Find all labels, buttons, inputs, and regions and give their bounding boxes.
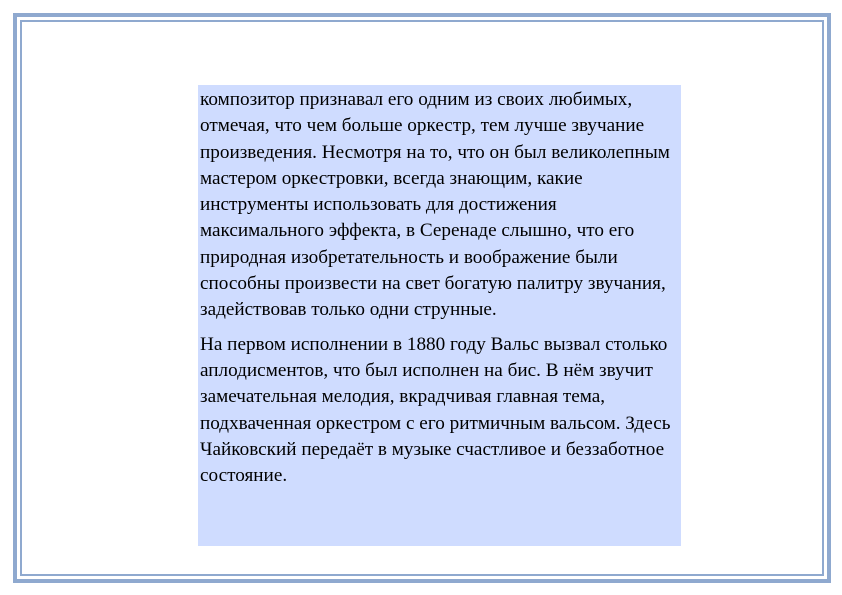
paragraph-1: композитор признавал его одним из своих любимых, отмечая, что чем больше оркестр, тем лучше звучание произведения. Несмотря на то, что он был великолепным мастером оркестровки, всегда знающим, какие инструменты использовать для достижения максимального эффекта, в Серенаде слышно, что его природная изобретательность и воображение были способны произвести на свет богатую палитру звучания, задействовав только одни струнные. — [200, 89, 670, 321]
text-box — [198, 85, 681, 546]
paragraph-2: На первом исполнении в 1880 году Вальс вызвал столько аплодисментов, что был исполнен на бис. В нём звучит замечательная мелодия, вкрадчивая главная тема, подхваченная оркестром с его ритмичным вальсом. Здесь Чайковский передаёт в музыке счастливое и беззаботное состояние. — [200, 333, 671, 487]
